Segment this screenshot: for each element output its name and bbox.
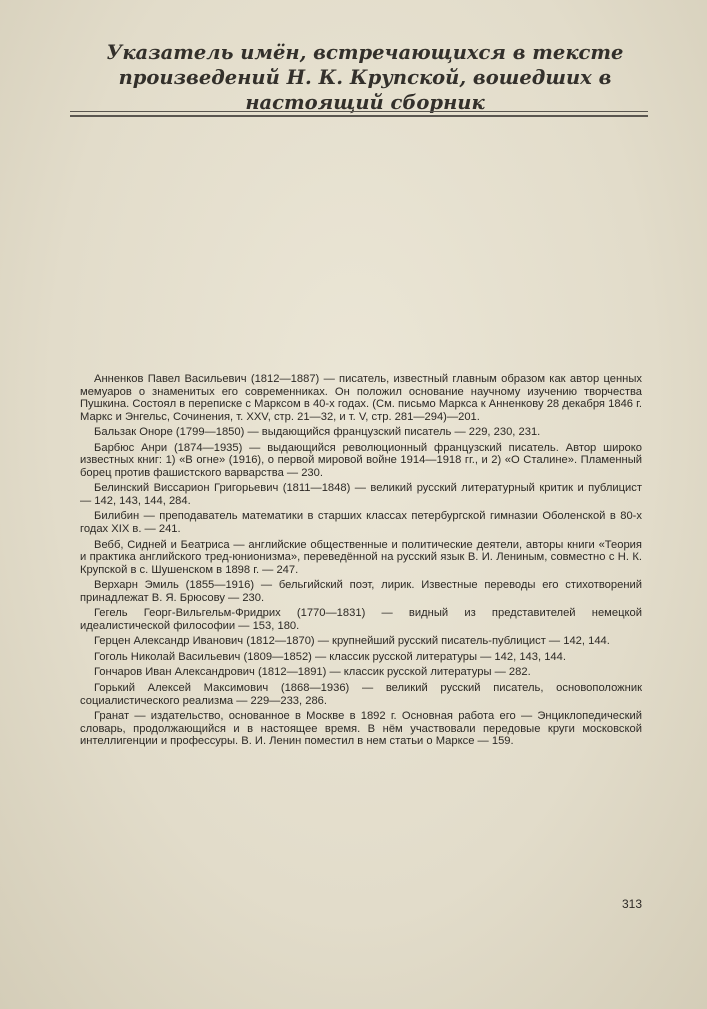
index-entry-belinsky: Белинский Виссарион Григорьевич (1811—1848) — великий русский литературный критик и публицист — 142, 143, 144, 284. [80, 482, 642, 507]
index-entry-gogol: Гоголь Николай Васильевич (1809—1852) — классик русской литературы — 142, 143, 144. [94, 650, 566, 663]
page-number: 313 [621, 897, 642, 911]
index-entry-gorky: Горький Алексей Максимович (1868—1936) — великий русский писатель, основоположник социалистического реализма — 229—233, 286. [80, 682, 642, 707]
index-entry-hegel: Гегель Георг-Вильгельм-Фридрих (1770—1831) — видный из представителей немецкой идеалистической философии — 153, 180. [80, 607, 642, 632]
index-entry-barbusse: Барбюс Анри (1874—1935) — выдающийся революционный французский писатель. Автор широко известных книг: 1) «В огне» (1916), о первой мировой войне 1914—1918 гг., и 2) «О Сталине». Пламенный борец против фашистского варварства — 230. [80, 441, 642, 479]
index-entry-granat: Гранат — издательство, основанное в Москве в 1892 г. Основная работа его — Энциклопедический словарь, продолжающийся и в настоящее время. В нём участвовали передовые круги московской интеллигенции и профессуры. В. И. Ленин поместил в нем статьи о Марксе — 159. [80, 710, 642, 748]
index-entries [80, 373, 642, 751]
index-entry-webb: Вебб, Сидней и Беатриса — английские общественные и политические деятели, авторы книги «Теория и практика английского тред-юнионизма», переведённой на русский язык В. И. Лениным, совместно с Н. К. Крупской в с. Шушенском в 1898 г. — 247. [80, 538, 642, 576]
index-title [90, 40, 640, 115]
title-line-2: произведений Н. К. Крупской, вошедших в [118, 66, 612, 89]
index-entry-balzac: Бальзак Оноре (1799—1850) — выдающийся французский писатель — 229, 230, 231. [94, 426, 541, 439]
index-entry-bilibin: Билибин — преподаватель математики в старших классах петербургской гимназии Оболенской в 80-х годах XIX в. — 241. [80, 510, 642, 536]
index-entry-annenkov: Анненков Павел Васильевич (1812—1887) — писатель, известный главным образом как автор ценных мемуаров о знаменитых его современниках. Он положил основание научному изучению творчества Пушкина. Состоял в переписке с Марксом в 40-х годах. (См. письмо Маркса к Анненкову 28 декабря 1846 г. Маркс и Энгельс, Сочинения, т. XXV, стр. 21—32, и т. V, стр. 281—294)—201. [80, 373, 642, 423]
title-line-3: настоящий сборник [245, 91, 485, 114]
title-line-1: Указатель имён, встречающихся в тексте [106, 41, 624, 64]
title-rule-thick [70, 115, 648, 117]
index-entry-goncharov: Гончаров Иван Александрович (1812—1891) — классик русской литературы — 282. [94, 666, 531, 679]
title-rule-thin [70, 111, 648, 112]
index-entry-verhaeren: Верхарн Эмиль (1855—1916) — бельгийский поэт, лирик. Известные переводы его стихотворений принадлежат В. Я. Брюсову — 230. [80, 579, 642, 604]
index-entry-herzen: Герцен Александр Иванович (1812—1870) — крупнейший русский писатель-публицист — 142, 144. [94, 635, 610, 648]
